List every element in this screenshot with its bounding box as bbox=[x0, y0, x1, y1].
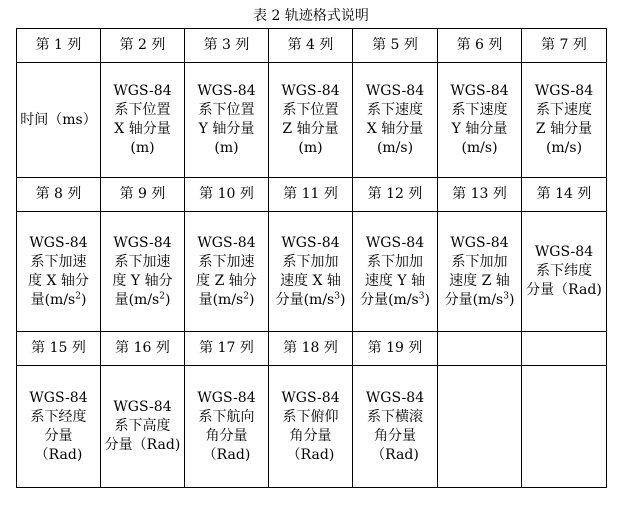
table-cell-empty bbox=[438, 366, 522, 488]
table-cell: WGS-84 系下位置 Z 轴分量 (m) bbox=[269, 63, 353, 178]
cell-text: WGS-84 系下加速 度 Z 轴分 量(m/s bbox=[196, 234, 257, 308]
content-row-2 bbox=[17, 212, 607, 332]
cell-text: WGS-84 系下加速 度 X 轴分 量(m/s bbox=[28, 234, 89, 308]
cell-text: WGS-84 系下加加 速度 Z 轴 分量(m/s bbox=[444, 234, 510, 308]
column-header: 第 2 列 bbox=[101, 29, 185, 63]
table-cell: WGS-84 系下高度 分量（Rad) bbox=[101, 366, 185, 488]
column-header: 第 17 列 bbox=[185, 332, 269, 366]
column-header: 第 15 列 bbox=[17, 332, 101, 366]
table-cell-empty bbox=[522, 366, 607, 488]
column-header: 第 18 列 bbox=[269, 332, 353, 366]
column-header: 第 12 列 bbox=[353, 178, 438, 212]
table-cell bbox=[101, 212, 185, 332]
table-cell: WGS-84 系下位置 X 轴分量 (m) bbox=[101, 63, 185, 178]
table-cell bbox=[185, 212, 269, 332]
cell-text: WGS-84 系下加加 速度 Y 轴 分量(m/s bbox=[360, 234, 426, 308]
unit-exponent: 2 bbox=[75, 290, 81, 301]
cell-text-tail: ) bbox=[164, 291, 171, 308]
table-cell: WGS-84 系下横滚 角分量 （Rad) bbox=[353, 366, 438, 488]
column-header: 第 11 列 bbox=[269, 178, 353, 212]
table-cell bbox=[17, 212, 101, 332]
cell-text-tail: ) bbox=[508, 291, 515, 308]
column-header: 第 16 列 bbox=[101, 332, 185, 366]
cell-text-tail: ) bbox=[80, 291, 87, 308]
table-cell: WGS-84 系下位置 Y 轴分量 (m) bbox=[185, 63, 269, 178]
header-row-3 bbox=[17, 332, 607, 366]
cell-text-tail: ) bbox=[339, 291, 346, 308]
column-header-empty bbox=[438, 332, 522, 366]
content-row-1 bbox=[17, 63, 607, 178]
content-row-3 bbox=[17, 366, 607, 488]
table-cell: WGS-84 系下经度 分量 （Rad) bbox=[17, 366, 101, 488]
column-header: 第 6 列 bbox=[438, 29, 522, 63]
unit-exponent: 3 bbox=[334, 290, 340, 301]
column-header: 第 14 列 bbox=[522, 178, 607, 212]
table-cell: WGS-84 系下纬度 分量（Rad) bbox=[522, 212, 607, 332]
column-header: 第 1 列 bbox=[17, 29, 101, 63]
cell-text: WGS-84 系下加速 度 Y 轴分 量(m/s bbox=[112, 234, 173, 308]
cell-text-tail: ) bbox=[424, 291, 430, 308]
header-row-2 bbox=[17, 178, 607, 212]
cell-text-tail: ) bbox=[248, 291, 255, 308]
column-header: 第 13 列 bbox=[438, 178, 522, 212]
table-caption: 表 2 轨迹格式说明 bbox=[253, 8, 369, 24]
column-header: 第 4 列 bbox=[269, 29, 353, 63]
unit-exponent: 2 bbox=[159, 290, 165, 301]
column-header: 第 7 列 bbox=[522, 29, 607, 63]
column-header: 第 3 列 bbox=[185, 29, 269, 63]
table-cell bbox=[269, 212, 353, 332]
unit-exponent: 3 bbox=[503, 290, 509, 301]
unit-exponent: 3 bbox=[418, 290, 425, 301]
table-cell: WGS-84 系下速度 Y 轴分量 (m/s) bbox=[438, 63, 522, 178]
table-cell: WGS-84 系下速度 X 轴分量 (m/s) bbox=[353, 63, 438, 178]
column-header: 第 10 列 bbox=[185, 178, 269, 212]
trajectory-format-table bbox=[16, 28, 607, 488]
column-header: 第 19 列 bbox=[353, 332, 438, 366]
table-cell: WGS-84 系下俯仰 角分量 （Rad) bbox=[269, 366, 353, 488]
header-row-1 bbox=[17, 29, 607, 63]
column-header: 第 9 列 bbox=[101, 178, 185, 212]
column-header: 第 5 列 bbox=[353, 29, 438, 63]
table-cell: WGS-84 系下航向 角分量 （Rad) bbox=[185, 366, 269, 488]
unit-exponent: 2 bbox=[243, 290, 249, 301]
column-header: 第 8 列 bbox=[17, 178, 101, 212]
column-header-empty bbox=[522, 332, 607, 366]
table-cell: 时间（ms） bbox=[17, 63, 101, 178]
cell-text: WGS-84 系下加加 速度 X 轴 分量(m/s bbox=[275, 234, 341, 308]
table-cell bbox=[438, 212, 522, 332]
table-cell bbox=[353, 212, 438, 332]
table-cell: WGS-84 系下速度 Z 轴分量 (m/s) bbox=[522, 63, 607, 178]
